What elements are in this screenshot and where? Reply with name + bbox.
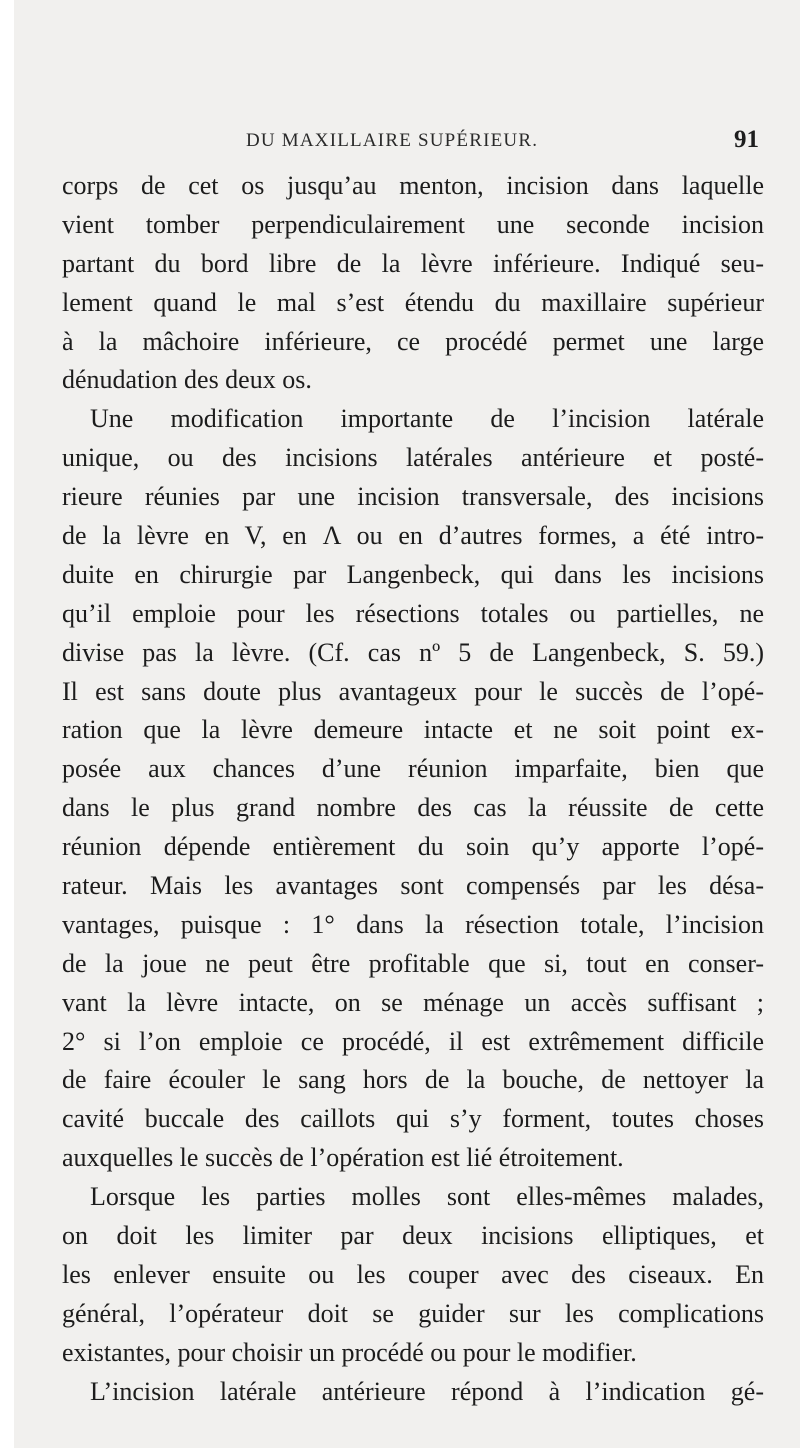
text-line: réunion dépende entièrement du soin qu’y apporte l’opé- (62, 832, 764, 862)
text-line: posée aux chances d’une réunion imparfaite, bien que (62, 754, 764, 784)
text-line: de faire écouler le sang hors de la bouche, de nettoyer la (62, 1065, 764, 1095)
text-line: de la lèvre en V, en Λ ou en d’autres formes, a été intro- (62, 521, 764, 551)
text-line: 2° si l’on emploie ce procédé, il est extrêmement difficile (62, 1026, 764, 1056)
text-line: corps de cet os jusqu’au menton, incision dans laquelle (62, 171, 764, 200)
text-line: les enlever ensuite ou les couper avec des ciseaux. En (62, 1259, 764, 1289)
text-line: Une modification importante de l’incision latérale (90, 404, 764, 434)
text-line: vant la lèvre intacte, on se ménage un accès suffisant ; (62, 987, 764, 1017)
text-line: vient tomber perpendiculairement une seconde incision (62, 209, 764, 239)
text-line: auxquelles le succès de l’opération est lié étroitement. (62, 1143, 624, 1173)
text-line: Lorsque les parties molles sont elles-mêmes malades, (90, 1182, 764, 1212)
text-line: divise pas la lèvre. (Cf. cas nº 5 de Langenbeck, S. 59.) (62, 637, 764, 667)
text-line: Il est sans doute plus avantageux pour le succès de l’opé- (62, 676, 764, 706)
text-line: rateur. Mais les avantages sont compensés par les désa- (62, 871, 764, 901)
text-line: de la joue ne peut être profitable que si, tout en conser- (62, 948, 764, 978)
text-line: rieure réunies par une incision transversale, des incisions (62, 482, 764, 512)
text-line: à la mâchoire inférieure, ce procédé permet une large (62, 326, 764, 356)
body-text (62, 167, 764, 1412)
text-line: partant du bord libre de la lèvre inférieure. Indiqué seu- (62, 248, 764, 278)
running-title: DU MAXILLAIRE SUPÉRIEUR. (246, 130, 539, 151)
text-line: unique, ou des incisions latérales antérieure et posté- (62, 443, 764, 473)
page-number: 91 (734, 126, 759, 153)
text-line: ration que la lèvre demeure intacte et ne soit point ex- (62, 715, 764, 745)
text-line: lement quand le mal s’est étendu du maxillaire supérieur (62, 287, 764, 317)
text-line: cavité buccale des caillots qui s’y forment, toutes choses (62, 1104, 764, 1134)
text-line: L’incision latérale antérieure répond à l’indication gé- (90, 1376, 764, 1406)
text-line: on doit les limiter par deux incisions elliptiques, et (62, 1221, 764, 1251)
text-line: existantes, pour choisir un procédé ou pour le modifier. (62, 1337, 637, 1367)
text-line: qu’il emploie pour les résections totales ou partielles, ne (62, 598, 764, 628)
text-line: dénudation des deux os. (62, 365, 312, 395)
text-line: vantages, puisque : 1° dans la résection totale, l’incision (62, 909, 764, 939)
text-line: dans le plus grand nombre des cas la réussite de cette (62, 793, 764, 823)
text-line: général, l’opérateur doit se guider sur les complications (62, 1298, 764, 1328)
scan-gutter (0, 0, 14, 1448)
text-line: duite en chirurgie par Langenbeck, qui dans les incisions (62, 559, 764, 589)
book-page (14, 0, 800, 1448)
